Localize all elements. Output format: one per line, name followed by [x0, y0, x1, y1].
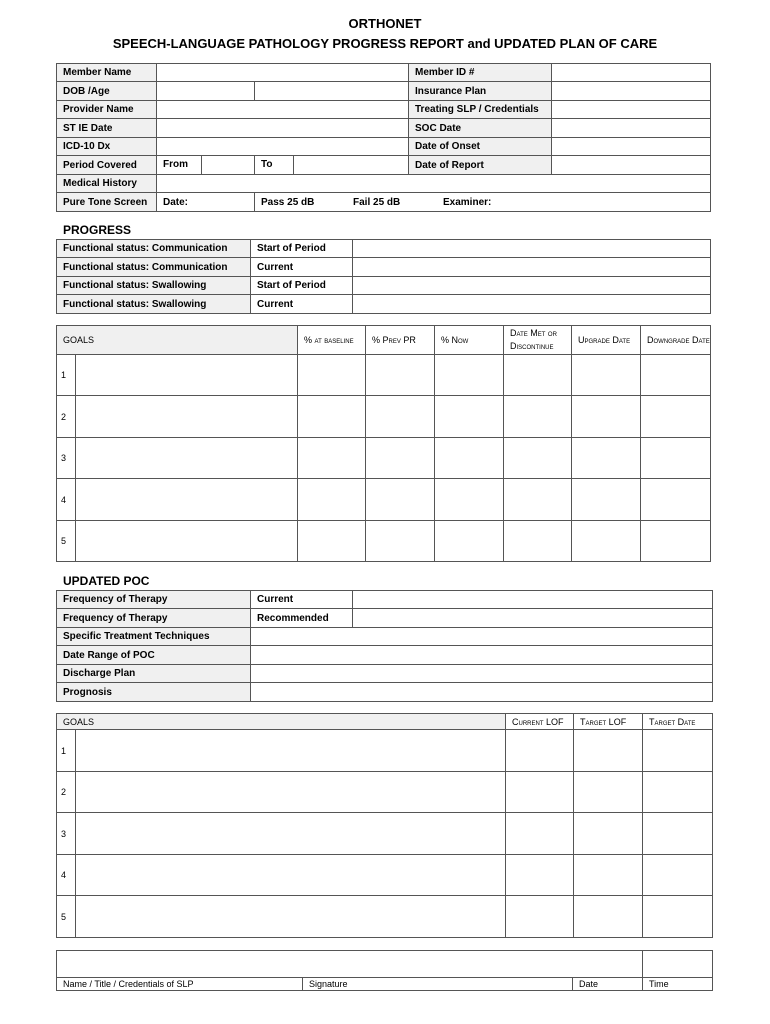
slp-name-caption: Name / Title / Credentials of SLP: [57, 978, 303, 991]
slp-signature-field[interactable]: [57, 951, 643, 978]
goal-date-met-cell[interactable]: [504, 521, 572, 562]
insurance-plan-input[interactable]: [552, 86, 710, 97]
progress-heading: PROGRESS: [63, 223, 132, 237]
st-ie-date-label: ST IE Date: [57, 119, 157, 138]
progress-input[interactable]: [353, 299, 710, 310]
target-date-header: Target Date: [643, 714, 713, 730]
goal-now-cell[interactable]: [435, 479, 504, 521]
goal-date-met-cell[interactable]: [504, 438, 572, 479]
progress-row-label: Functional status: Communication: [57, 258, 251, 277]
goal-text-cell[interactable]: [76, 479, 298, 521]
prognosis-input[interactable]: [251, 687, 712, 698]
updated-poc-table: [56, 590, 713, 702]
time-field[interactable]: [643, 951, 713, 978]
insurance-plan-label: Insurance Plan: [409, 82, 552, 101]
icd10-field[interactable]: [157, 138, 409, 156]
goal-prev-pr-cell[interactable]: [366, 355, 435, 396]
provider-name-label: Provider Name: [57, 101, 157, 119]
progress-input[interactable]: [353, 280, 710, 291]
prognosis-label: Prognosis: [57, 683, 251, 702]
goal-prev-pr-cell[interactable]: [366, 396, 435, 438]
progress-row-label: Functional status: Swallowing: [57, 277, 251, 295]
goal-now-cell[interactable]: [435, 396, 504, 438]
period-to-input[interactable]: [294, 156, 408, 174]
goal-current-lof-cell[interactable]: [506, 730, 574, 772]
goal-text-cell[interactable]: [76, 730, 506, 772]
updated-poc-heading: UPDATED POC: [63, 574, 150, 588]
goal-downgrade-cell[interactable]: [641, 355, 711, 396]
goal-date-met-cell[interactable]: [504, 355, 572, 396]
goal-number: 3: [57, 813, 76, 855]
goal-text-cell[interactable]: [76, 896, 506, 938]
st-ie-date-input[interactable]: [157, 123, 408, 134]
goal-upgrade-cell[interactable]: [572, 355, 641, 396]
goal-baseline-cell[interactable]: [298, 355, 366, 396]
progress-row-period: Start of Period: [251, 240, 353, 258]
goals-poc-table: [56, 713, 713, 938]
member-id-label: Member ID #: [409, 64, 552, 82]
goal-baseline-cell[interactable]: [298, 438, 366, 479]
frequency-current-input[interactable]: [353, 594, 712, 605]
progress-row-field[interactable]: [353, 240, 711, 258]
goal-text-cell[interactable]: [76, 355, 298, 396]
soc-date-field[interactable]: [552, 119, 711, 138]
goal-upgrade-cell[interactable]: [572, 521, 641, 562]
member-name-field[interactable]: [157, 64, 409, 82]
prev-pr-header: % Prev PR: [366, 326, 435, 355]
techniques-field[interactable]: [251, 628, 713, 646]
goal-prev-pr-cell[interactable]: [366, 521, 435, 562]
date-onset-input[interactable]: [552, 141, 710, 152]
goal-now-cell[interactable]: [435, 355, 504, 396]
discharge-plan-input[interactable]: [251, 668, 712, 679]
time-caption: Time: [643, 978, 713, 991]
signature-table: [56, 950, 713, 991]
goal-current-lof-cell[interactable]: [506, 772, 574, 813]
goal-text-cell[interactable]: [76, 521, 298, 562]
goal-current-lof-cell[interactable]: [506, 855, 574, 896]
dob-input[interactable]: [157, 86, 254, 97]
provider-name-input[interactable]: [157, 104, 408, 115]
pure-tone-label: Pure Tone Screen: [57, 193, 157, 212]
goal-target-date-cell[interactable]: [643, 855, 713, 896]
member-id-field[interactable]: [552, 64, 711, 82]
goal-target-lof-cell[interactable]: [574, 772, 643, 813]
dob-field[interactable]: [157, 82, 255, 101]
goal-upgrade-cell[interactable]: [572, 479, 641, 521]
frequency-label: Frequency of Therapy: [57, 591, 251, 609]
progress-row-period: Current: [251, 258, 353, 277]
goals-header: GOALS: [57, 714, 506, 730]
goal-upgrade-cell[interactable]: [572, 396, 641, 438]
prognosis-field[interactable]: [251, 683, 713, 702]
medical-history-field[interactable]: [157, 175, 711, 193]
treating-slp-input[interactable]: [552, 104, 710, 115]
dob-age-label: DOB /Age: [57, 82, 157, 101]
goal-prev-pr-cell[interactable]: [366, 438, 435, 479]
goals-progress-table: [56, 325, 711, 562]
goal-text-cell[interactable]: [76, 855, 506, 896]
goal-number: 2: [57, 396, 76, 438]
goal-number: 5: [57, 896, 76, 938]
fail-25db-label[interactable]: Fail 25 dB: [353, 196, 401, 208]
treating-slp-field[interactable]: [552, 101, 711, 119]
treating-slp-label: Treating SLP / Credentials: [409, 101, 552, 119]
period-from-label: From: [157, 156, 202, 174]
goal-downgrade-cell[interactable]: [641, 438, 711, 479]
techniques-input[interactable]: [251, 631, 712, 642]
progress-row-field[interactable]: [353, 295, 711, 314]
date-caption: Date: [573, 978, 643, 991]
frequency-current-label: Current: [251, 591, 353, 609]
signature-caption: Signature: [303, 978, 573, 991]
period-from-cell: [157, 156, 255, 175]
progress-row-field[interactable]: [353, 258, 711, 277]
upgrade-date-header: Upgrade Date: [572, 326, 641, 355]
period-covered-label: Period Covered: [57, 156, 157, 175]
goal-downgrade-cell[interactable]: [641, 479, 711, 521]
progress-row-period: Current: [251, 295, 353, 314]
date-onset-label: Date of Onset: [409, 138, 552, 156]
age-input[interactable]: [255, 86, 408, 97]
goal-text-cell[interactable]: [76, 438, 298, 479]
medical-history-input[interactable]: [157, 178, 710, 189]
progress-row-field[interactable]: [353, 277, 711, 295]
goal-now-cell[interactable]: [435, 521, 504, 562]
discharge-plan-field[interactable]: [251, 665, 713, 683]
goal-date-met-cell[interactable]: [504, 396, 572, 438]
goal-number: 1: [57, 355, 76, 396]
soc-date-label: SOC Date: [409, 119, 552, 138]
period-to-cell: [255, 156, 409, 175]
member-id-input[interactable]: [552, 67, 710, 78]
member-info-table: [56, 63, 711, 212]
goal-current-lof-cell[interactable]: [506, 813, 574, 855]
period-to-label: To: [255, 156, 294, 174]
goal-baseline-cell[interactable]: [298, 479, 366, 521]
medical-history-label: Medical History: [57, 175, 157, 193]
date-report-field[interactable]: [552, 156, 711, 175]
techniques-label: Specific Treatment Techniques: [57, 628, 251, 646]
examiner-label: Examiner:: [443, 196, 492, 208]
form-title: SPEECH-LANGUAGE PATHOLOGY PROGRESS REPORT and UPDATED PLAN OF CARE: [112, 36, 658, 51]
goal-upgrade-cell[interactable]: [572, 438, 641, 479]
goals-header: GOALS: [57, 326, 298, 355]
period-from-input[interactable]: [202, 156, 254, 174]
pure-tone-date-label: Date:: [157, 193, 255, 212]
downgrade-date-header: Downgrade Date: [641, 326, 711, 355]
date-met-header: Date Met or Discontinue: [504, 326, 572, 355]
progress-table: [56, 239, 711, 314]
progress-input[interactable]: [353, 262, 710, 273]
date-range-input[interactable]: [251, 650, 712, 661]
goal-number: 4: [57, 855, 76, 896]
goal-baseline-cell[interactable]: [298, 521, 366, 562]
goal-current-lof-cell[interactable]: [506, 896, 574, 938]
goal-now-cell[interactable]: [435, 438, 504, 479]
member-name-input[interactable]: [157, 67, 408, 78]
goal-target-date-cell[interactable]: [643, 813, 713, 855]
goal-target-date-cell[interactable]: [643, 772, 713, 813]
icd10-label: ICD-10 Dx: [57, 138, 157, 156]
goal-number: 2: [57, 772, 76, 813]
current-lof-header: Current LOF: [506, 714, 574, 730]
goal-number: 3: [57, 438, 76, 479]
progress-row-label: Functional status: Swallowing: [57, 295, 251, 314]
frequency-recommended-input[interactable]: [353, 613, 712, 624]
form-org-title: ORTHONET: [348, 16, 422, 31]
goal-text-cell[interactable]: [76, 396, 298, 438]
goal-downgrade-cell[interactable]: [641, 521, 711, 562]
soc-date-input[interactable]: [552, 123, 710, 134]
icd10-input[interactable]: [157, 141, 408, 152]
pure-tone-results: [255, 193, 711, 212]
frequency-current-field[interactable]: [353, 591, 713, 609]
goal-number: 1: [57, 730, 76, 772]
progress-input[interactable]: [353, 243, 710, 254]
baseline-header: % at baseline: [298, 326, 366, 355]
goal-target-lof-cell[interactable]: [574, 730, 643, 772]
goal-baseline-cell[interactable]: [298, 396, 366, 438]
goal-date-met-cell[interactable]: [504, 479, 572, 521]
goal-text-cell[interactable]: [76, 772, 506, 813]
goal-number: 5: [57, 521, 76, 562]
pass-25db-label[interactable]: Pass 25 dB: [261, 196, 315, 208]
st-ie-date-field[interactable]: [157, 119, 409, 138]
date-range-field[interactable]: [251, 646, 713, 665]
date-report-input[interactable]: [552, 160, 710, 171]
age-field[interactable]: [255, 82, 409, 101]
goal-prev-pr-cell[interactable]: [366, 479, 435, 521]
target-lof-header: Target LOF: [574, 714, 643, 730]
goal-text-cell[interactable]: [76, 813, 506, 855]
provider-name-field[interactable]: [157, 101, 409, 119]
goal-target-lof-cell[interactable]: [574, 813, 643, 855]
frequency-recommended-field[interactable]: [353, 609, 713, 628]
frequency-label: Frequency of Therapy: [57, 609, 251, 628]
goal-target-lof-cell[interactable]: [574, 855, 643, 896]
now-header: % Now: [435, 326, 504, 355]
discharge-plan-label: Discharge Plan: [57, 665, 251, 683]
date-report-label: Date of Report: [409, 156, 552, 175]
goal-number: 4: [57, 479, 76, 521]
progress-row-label: Functional status: Communication: [57, 240, 251, 258]
frequency-recommended-label: Recommended: [251, 609, 353, 628]
goal-target-date-cell[interactable]: [643, 896, 713, 938]
goal-target-date-cell[interactable]: [643, 730, 713, 772]
date-range-label: Date Range of POC: [57, 646, 251, 665]
member-name-label: Member Name: [57, 64, 157, 82]
insurance-plan-field[interactable]: [552, 82, 711, 101]
goal-downgrade-cell[interactable]: [641, 396, 711, 438]
date-onset-field[interactable]: [552, 138, 711, 156]
progress-row-period: Start of Period: [251, 277, 353, 295]
goal-target-lof-cell[interactable]: [574, 896, 643, 938]
